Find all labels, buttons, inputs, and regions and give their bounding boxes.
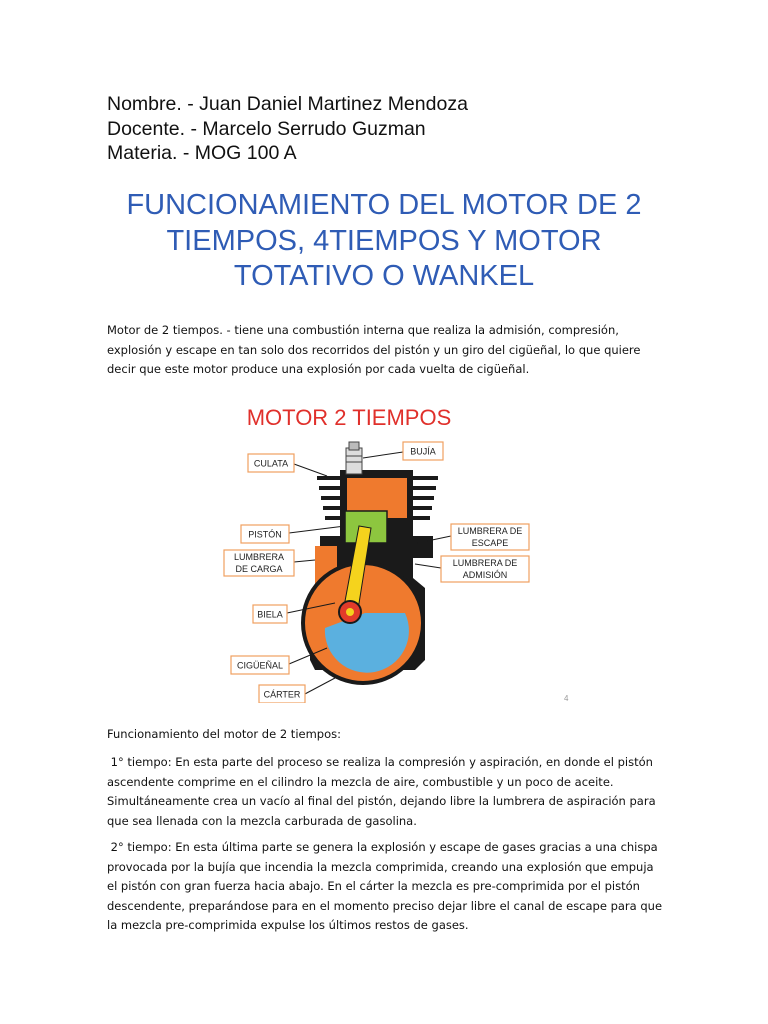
intro-paragraph: Motor de 2 tiempos. - tiene una combustión interna que realiza la admisión, compresión, explosión y escape en tan solo dos recorridos del pistón y un giro del cigüeñal, lo que quiere decir que este motor produce una explosión por cada vuelta de cigüeñal. — [107, 323, 641, 376]
label-lumbrera-carga-2: DE CARGA — [235, 564, 283, 574]
label-bujia: BUJÍA — [410, 446, 436, 457]
crank-pin-center — [346, 608, 354, 616]
cooling-fins-right — [412, 476, 438, 520]
title-line: TIEMPOS, 4TIEMPOS Y MOTOR — [166, 224, 602, 257]
engine-diagram-figure — [215, 398, 555, 703]
label-piston: PISTÓN — [248, 529, 282, 540]
label-ciguenal: CIGÜEÑAL — [236, 660, 284, 671]
teacher-name: Docente. - Marcelo Serrudo Guzman — [107, 117, 426, 140]
label-lumbrera-admision-2: ADMISIÓN — [462, 570, 508, 580]
spark-plug-icon — [346, 442, 362, 474]
two-stroke-engine-diagram — [215, 398, 555, 703]
title-line: FUNCIONAMIENTO DEL MOTOR DE 2 — [126, 189, 642, 221]
student-name: Nombre. - Juan Daniel Martinez Mendoza — [107, 93, 468, 115]
header-block — [107, 92, 468, 166]
section-heading: Funcionamiento del motor de 2 tiempos: — [107, 727, 341, 741]
label-lumbrera-carga-1: LUMBRERA — [233, 552, 285, 562]
label-culata: CULATA — [253, 458, 289, 469]
label-lumbrera-admision-1: LUMBRERA DE — [452, 558, 518, 568]
subject-name: Materia. - MOG 100 A — [107, 142, 297, 164]
stroke-2-paragraph: 2° tiempo: En esta última parte se genera la explosión y escape de gases gracias a una chispa provocada por la bujía que incendia la mezcla comprimida, creando una explosión que empuja el pistón con gran fuerza hacia abajo. En el cárter la mezcla es pre-comprimida por el pistón descendente, preparándose para en el momento preciso dejar libre el canal de escape para que la mezcla pre-comprimida expulse los últimos restos de gases. — [107, 840, 666, 932]
label-lumbrera-escape-2: ESCAPE — [471, 538, 509, 548]
stroke-1-paragraph: 1° tiempo: En esta parte del proceso se realiza la compresión y aspiración, en donde el pistón ascendente comprime en el cilindro la mezcla de aire, combustible y un poco de aceite. Simultáneamente crea un vacío al final del pistón, dejando libre la lumbrera de aspiración para que sea llenada con la mezcla carburada de gasolina. — [107, 755, 660, 828]
title-line: TOTATIVO O WANKEL — [233, 260, 535, 292]
cooling-fins-left — [317, 476, 341, 520]
label-carter: CÁRTER — [263, 689, 301, 700]
label-lumbrera-escape-1: LUMBRERA DE — [457, 526, 523, 536]
figure-title: MOTOR 2 TIEMPOS — [246, 405, 452, 430]
document-title — [80, 188, 688, 295]
page-number: 4 — [564, 694, 569, 703]
label-biela: BIELA — [257, 609, 283, 620]
